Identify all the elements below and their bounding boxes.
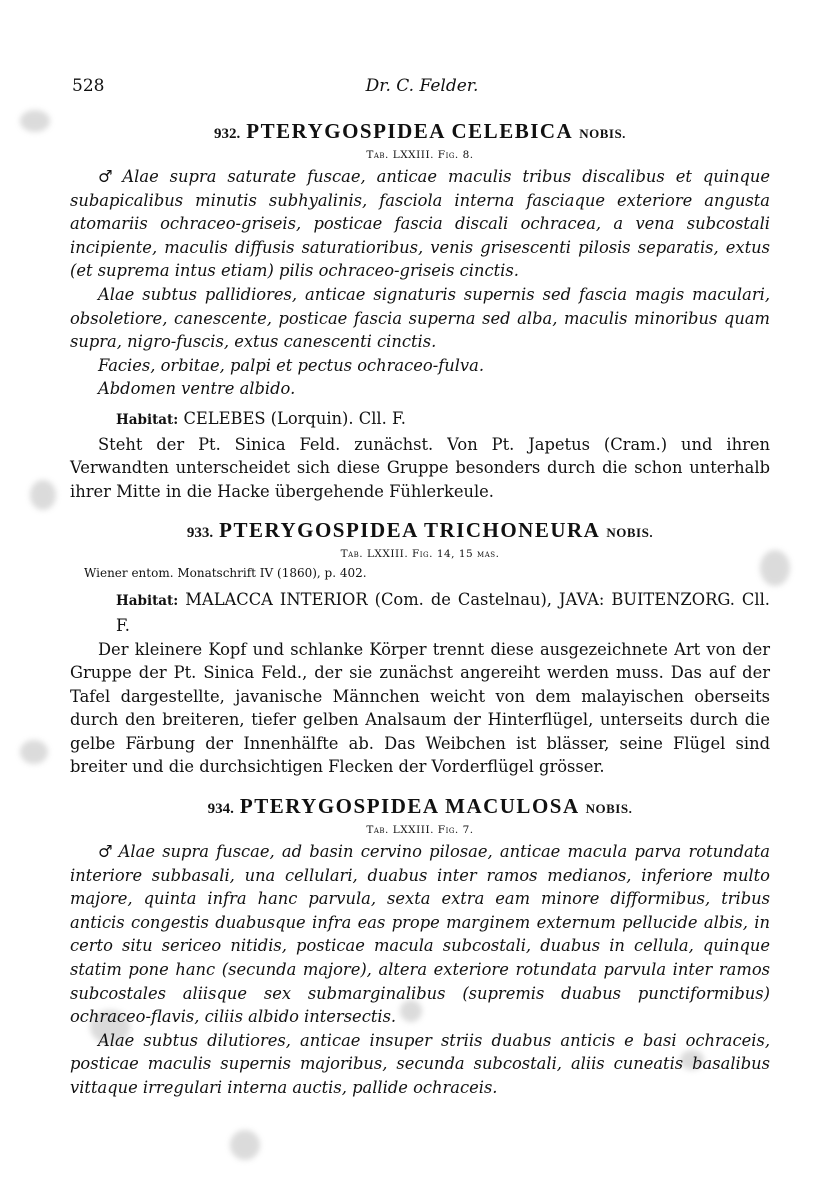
habitat-text: CELEBES (Lorquin). Cll. F. (183, 408, 406, 428)
latin-description: Alae subtus dilutiores, anticae insuper striis duabus anticis e basi ochraceis, posticae maculis supernis majoribus, secunda subcostali, aliis cuneatis basalibus vittaque irregulari interna auctis, pallide ochraceis. (70, 1030, 770, 1097)
species-section-933 (70, 517, 770, 779)
description-text: Alae supra fuscae, ad basin cervino pilosae, anticae macula parva rotundata interiore subbasali, una cellulari, duabus inter ramos medianos, inferiore multo majore, quinta infra hanc parvula, sexta extra eam minore difformibus, tribus anticis congestis duabusque infra eas prope marginem externum pellucide albis, in certo situ sericeo nitidis, posticae macula subcostali, duabus in cellula, quinque statim pone hanc (secunda majore), altera exteriore rotundata parvula inter ramos subcostales aliisque sex submarginalibus (supremis duabus punctiformibus) ochraceo-flavis, ciliis albido intersectis. (70, 842, 770, 1027)
male-symbol-icon: ♂ (98, 842, 115, 862)
species-author: NOBIS. (579, 126, 626, 141)
plate-reference: Tab. LXXIII. Fig. 8. (366, 149, 474, 161)
habitat-label: Habitat: (116, 593, 179, 610)
page-header (72, 76, 772, 106)
scan-speck (30, 480, 56, 510)
species-title (70, 118, 770, 147)
species-section-932 (70, 118, 770, 503)
scan-speck (20, 740, 48, 764)
remark-paragraph: Steht der Pt. Sinica Feld. zunächst. Von Pt. Japetus (Cram.) und ihren Verwandten unterscheidet sich diese Gruppe besonders durch die schon unterhalb ihrer Mitte in die Hacke übergehende Fühlerkeule. (70, 434, 770, 501)
male-symbol-icon: ♂ (98, 167, 119, 186)
latin-description (70, 165, 770, 283)
species-title (70, 517, 770, 546)
habitat-line (70, 407, 770, 433)
species-title (70, 793, 770, 822)
literature-citation: Wiener entom. Monatschrift IV (1860), p. 402. (84, 566, 367, 581)
plate-reference: Tab. LXXIII. Fig. 14, 15 mas. (340, 548, 500, 561)
habitat-label: Habitat: (116, 411, 179, 428)
latin-description: Facies, orbitae, palpi et pectus ochraceo-fulva. (98, 355, 484, 375)
remark-paragraph: Der kleinere Kopf und schlanke Körper trennt diese ausgezeichnete Art von der Gruppe der Pt. Sinica Feld., der sie zunächst angereiht werden muss. Das auf der Tafel dargestellte, javanische Männchen weicht von dem malayischen oberseits durch den breiteren, tiefer gelben Analsaum der Hinterflügel, unterseits durch die gelbe Färbung der Innenhälfte ab. Das Weibchen ist blässer, seine Flügel sind breiter und die durchsichtigen Flecken der Vorderflügel grösser. (70, 639, 770, 777)
species-name: PTERYGOSPIDEA CELEBICA (246, 119, 574, 143)
species-author: NOBIS. (585, 801, 633, 817)
plate-reference: Tab. LXXIII. Fig. 7. (366, 824, 474, 837)
species-section-934 (70, 793, 770, 1100)
scan-speck (20, 110, 50, 132)
latin-description (70, 840, 770, 1029)
species-number: 933. (186, 525, 214, 542)
species-number: 932. (214, 126, 241, 142)
habitat-text: MALACCA INTERIOR (Com. de Castelnau), JAVA: BUITENZORG. Cll. F. (116, 590, 770, 635)
latin-description: Alae subtus pallidiores, anticae signaturis supernis sed fascia magis maculari, obsoletiore, canescente, posticae fascia superna sed alba, maculis minoribus quam supra, nigro-fuscis, extus canescenti cinctis. (70, 284, 770, 352)
latin-description: Abdomen ventre albido. (98, 379, 296, 399)
species-name: PTERYGOSPIDEA MACULOSA (239, 794, 580, 819)
species-author: NOBIS. (606, 525, 654, 541)
page-number: 528 (72, 76, 105, 96)
habitat-line (70, 588, 770, 637)
page-content (70, 112, 770, 1100)
running-head: Dr. C. Felder. (365, 76, 479, 96)
scan-speck (230, 1130, 260, 1160)
description-text: Alae supra saturate fuscae, anticae maculis tribus discalibus et quinque subapicalibus minutis subhyalinis, fasciola interna fasciaque exteriore angusta atomariis ochraceo-griseis, posticae fascia discali ochracea, a vena subcostali incipiente, maculis diffusis saturatioribus, venis grisescenti pilosis separatis, extus (et suprema intus etiam) pilis ochraceo-griseis cinctis. (70, 167, 770, 281)
species-name: PTERYGOSPIDEA TRICHONEURA (219, 518, 601, 543)
species-number: 934. (207, 801, 234, 818)
